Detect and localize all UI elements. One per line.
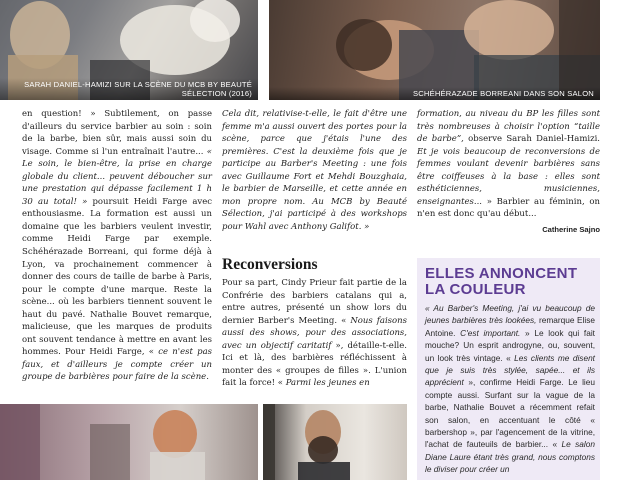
quote-text: formation, au niveau du BP les filles sont très nombreuses à choisir l'option “taille de barbe”, [417,109,600,145]
article-column-1 [22,108,212,384]
quote-text: Le salon Diane Laure étant très grand, nous comptons le diviser pour créer un [425,439,595,475]
photo-caption: SCHÉHÉRAZADE BORREANI DANS SON SALON [269,87,600,100]
photo-bearded-illustration [263,404,407,480]
section-subhead: Reconversions [222,256,318,273]
article-column-2-continued [222,277,407,390]
photo-barber-illustration [0,404,258,480]
photo-sarah-daniel-hamizi [0,0,258,100]
photo-caption: SARAH DANIEL-HAMIZI SUR LA SCÈNE DU MCB BY BEAUTÉ SÉLECTION (2016) [0,78,258,100]
photo-salon-illustration [269,0,600,100]
photo-bearded-barber [263,404,407,480]
sidebar-box-body [425,302,595,476]
body-text: », détaille-t-elle. Ici et là, des barbières réfléchissent à monter des « groupes de filles ». L'union fait la force! « [222,340,407,389]
quote-text: « Au Barber's Meeting, j'ai vu beaucoup de jeunes barbières très lookées, [425,303,595,326]
article-column-2 [222,108,407,233]
photo-scheherazade-borreani [269,0,600,100]
quote-text: Parmi les jeunes en [285,378,370,389]
quote-text: C'est important. [460,327,521,338]
quote-text: Nous faisons aussi des shows, pour des associations, avec un objectif caritatif [222,315,407,351]
body-text: », confirme Heidi Farge. Le lieu compte aussi. Surfant sur la vague de la barbe, Nathalie Bouvet a récemment refait son salon, en accentuant le côté « barbershop », par l'agencement de la vitrine, l'achat de fauteuils de barbier... « [425,377,595,450]
photo-barber-woman [0,404,258,480]
body-text: » Barbier au féminin, on n'en est donc qu'au début... [417,196,600,220]
body-text: Pour sa part, Cindy Prieur fait partie de la Confrérie des barbiers catalans qui a, entre autres, présenté un show lors du dernier Barber's Meeting. « [222,278,407,326]
quote-text: Et je vois beaucoup de reconversions de femmes voulant devenir barbières sans être coiffeuses à la base : elles sont esthéticiennes, musiciennes, enseignantes... [417,146,600,207]
quote-text: Cela dit, relativise-t-elle, le fait d'être une femme m'a aussi ouvert des portes pour la scène, parce que j'étais l'une des premières. C'est la deuxième fois que je participe au Barber's Meeting : une fois avec Guillaume Fort et Mehdi Bouzghaia, le barbier de Marseille, et cette année en mon propre nom. Au MCB by Beauté Sélection, j'ai participé à des workshops pour Wahl avec Anthony Galifot. » [222,109,407,232]
sidebar-box-title: ELLES ANNONCENT LA COULEUR [425,265,578,298]
quote-text: « Le soin, le bien-être, la prise en charge globale du client... peuvent déboucher sur une prestation qui dépasse facilement 1 h 30 au total! » [22,146,212,207]
body-text: observe Sarah Daniel-Hamizi. [463,134,600,145]
author-byline: Catherine Sajno [542,224,600,234]
body-text: en question! » Subtilement, on passe d'ailleurs du service barbier au soin : soin de la barbe, bien sûr, mais aussi soin du visage. Comme si l'un entraînait l'autre... [22,109,212,157]
article-column-3 [417,108,600,236]
quote-text: Les clients me disent que je suis très stylée, sapée... et ils apprécient [425,352,595,388]
quote-text: ce n'est pas faux, et d'ailleurs je compte créer un groupe de barbières pour faire de la scène. [22,347,212,383]
body-text: » Le look qui fait mouche? Un esprit androgyne, ou, souvent, un look très vintage. « [425,327,595,363]
body-text: remarque Elise Antoine. [425,315,596,338]
body-text: poursuit Heidi Farge avec enthousiasme. La formation est aussi un domaine que les barbiers veulent investir, comme Heidi Farge par exemple. Schéhérazade Borreani, qui forme déjà à Lyon, va prochainement commencer à donner des cours de taille de barbe à Paris, pour le compte d'une marque. Reste la scène... où les barbiers tiennent souvent le haut du pavé. Nathalie Bouvet remarque, malicieuse, que les marques de produits ont souvent tendance à mettre en avant les hommes. Pour Heidi Farge, « [22,196,212,358]
sidebar-box [417,258,600,480]
